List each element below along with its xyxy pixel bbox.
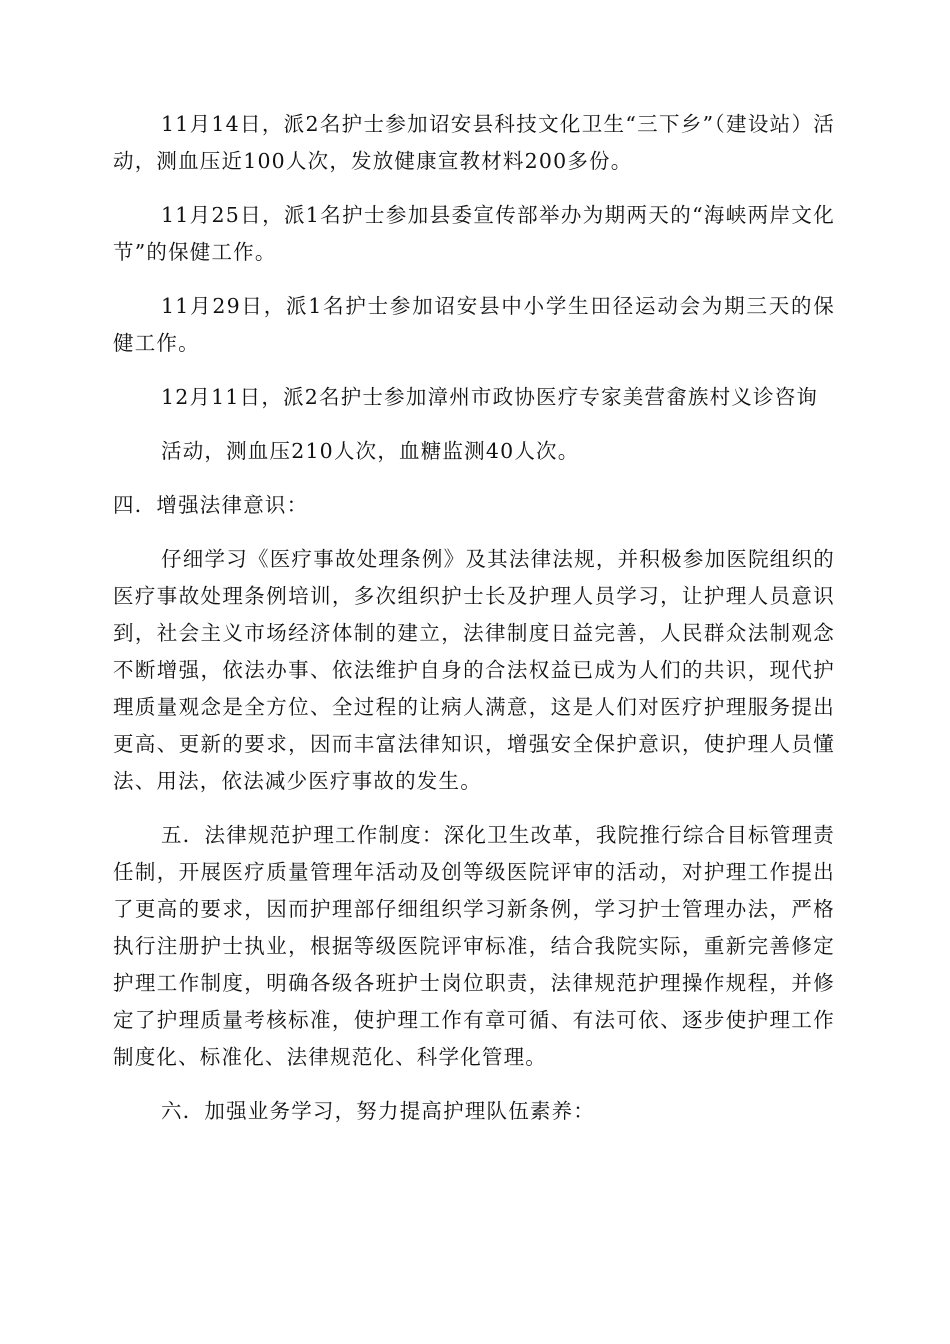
paragraph-nov14-activity: 11月14日，派2名护士参加诏安县科技文化卫生“三下乡”（建设站）活动，测血压近100人次，发放健康宣教材料200多份。	[113, 112, 835, 173]
paragraph-dec11-continued: 活动，测血压210人次，血糖监测40人次。	[161, 439, 580, 463]
paragraph-nov25-activity: 11月25日，派1名护士参加县委宣传部举办为期两天的“海峡两岸文化节”的保健工作。	[113, 203, 835, 264]
paragraph-legal-awareness: 仔细学习《医疗事故处理条例》及其法律法规，并积极参加医院组织的医疗事故处理条例培训，多次组织护士长及护理人员学习，让护理人员意识到，社会主义市场经济体制的建立，法律制度日益完善，人民群众法制观念不断增强，依法办事、依法维护自身的合法权益已成为人们的共识，现代护理质量观念是全方位、全过程的让病人满意，这是人们对医疗护理服务提出更高、更新的要求，因而丰富法律知识，增强安全保护意识，使护理人员懂法、用法，依法减少医疗事故的发生。	[113, 547, 835, 793]
paragraph-dec11-activity: 12月11日，派2名护士参加漳州市政协医疗专家美营畲族村义诊咨询	[161, 385, 819, 409]
document-body	[113, 106, 835, 1147]
paragraph-nov29-activity: 11月29日，派1名护士参加诏安县中小学生田径运动会为期三天的保健工作。	[113, 294, 835, 355]
paragraph-legal-standards: 五．法律规范护理工作制度：深化卫生改革，我院推行综合目标管理责任制，开展医疗质量管理年活动及创等级医院评审的活动，对护理工作提出了更高的要求，因而护理部仔细组织学习新条例，学习护士管理办法，严格执行注册护士执业，根据等级医院评审标准，结合我院实际，重新完善修定护理工作制度，明确各级各班护士岗位职责，法律规范护理操作规程，并修定了护理质量考核标准，使护理工作有章可循、有法可依、逐步使护理工作制度化、标准化、法律规范化、科学化管理。	[113, 823, 835, 1069]
section-heading-professional-study: 六．加强业务学习，努力提高护理队伍素养：	[161, 1099, 595, 1123]
section-heading-legal-awareness: 四．增强法律意识：	[113, 493, 309, 517]
